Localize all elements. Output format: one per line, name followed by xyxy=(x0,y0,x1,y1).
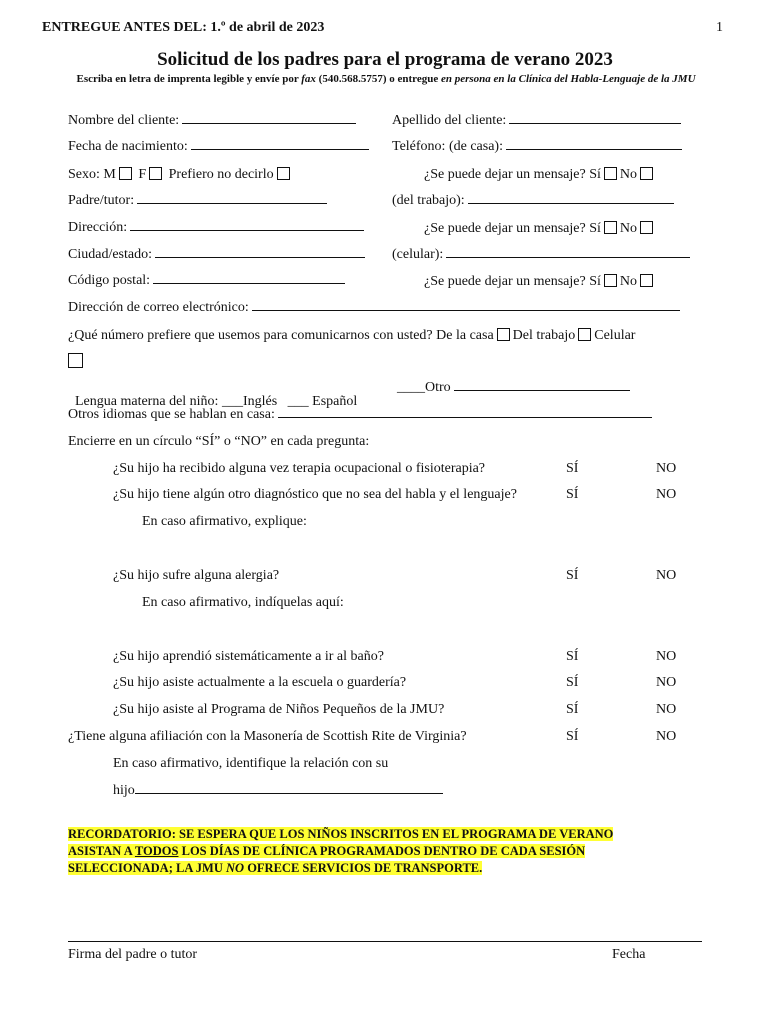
sex-m-label: M xyxy=(103,167,116,182)
other-languages-line[interactable] xyxy=(278,416,652,418)
pref-cell-checkbox[interactable] xyxy=(68,353,83,368)
phone-work-line[interactable] xyxy=(468,202,674,204)
zip-line[interactable] xyxy=(153,282,345,284)
explain-if-yes-label: En caso afirmativo, explique: xyxy=(142,514,307,529)
transport-reminder xyxy=(68,826,613,877)
instructions-in-person: en persona en la Clínica del Habla-Lenguaje de la JMU xyxy=(440,73,696,85)
question-diagnosis: ¿Su hijo tiene algún otro diagnóstico que no sea del habla y el lenguaje? xyxy=(113,487,517,502)
question-therapy-no[interactable]: NO xyxy=(656,461,677,476)
phone-home-label: Teléfono: (de casa): xyxy=(392,139,503,154)
sex-m-checkbox[interactable] xyxy=(119,167,132,180)
message-cell-question: ¿Se puede dejar un mensaje? Sí xyxy=(424,274,601,289)
pref-home-checkbox[interactable] xyxy=(497,328,510,341)
signature-line[interactable] xyxy=(68,941,702,942)
instructions-text-2: (540.568.5757) o entregue xyxy=(315,73,441,85)
pref-cell-checkbox-row xyxy=(68,353,86,370)
message-home-field xyxy=(424,167,656,182)
message-work-no-checkbox[interactable] xyxy=(640,221,653,234)
preferred-number-question: ¿Qué número prefiere que usemos para comunicarnos con usted? De la casa xyxy=(68,328,494,343)
instructions-fax: fax xyxy=(301,73,316,85)
sex-label: Sexo: xyxy=(68,167,100,182)
client-last-name-label: Apellido del cliente: xyxy=(392,113,507,128)
birth-date-field[interactable] xyxy=(68,140,369,154)
relation-child-label: hijo xyxy=(113,783,135,798)
email-line[interactable] xyxy=(252,309,680,311)
native-language-field[interactable] xyxy=(68,381,357,409)
preferred-number-field xyxy=(68,328,635,343)
other-languages-label: Otros idiomas que se hablan en casa: xyxy=(68,407,275,422)
submission-deadline: ENTREGUE ANTES DEL: 1.º de abril de 2023 xyxy=(42,20,325,35)
pref-work-label: Del trabajo xyxy=(512,328,576,343)
phone-home-line[interactable] xyxy=(506,148,682,150)
parent-field[interactable] xyxy=(68,194,327,208)
city-state-field[interactable] xyxy=(68,248,365,262)
birth-date-label: Fecha de nacimiento: xyxy=(68,139,188,154)
message-home-no-checkbox[interactable] xyxy=(640,167,653,180)
sex-prefer-not-label: Prefiero no decirlo xyxy=(168,167,274,182)
question-masonry-no[interactable]: NO xyxy=(656,729,677,744)
phone-cell-field[interactable] xyxy=(392,248,690,262)
sex-prefer-not-checkbox[interactable] xyxy=(277,167,290,180)
client-last-name-field[interactable] xyxy=(392,114,681,128)
message-home-question: ¿Se puede dejar un mensaje? Sí xyxy=(424,167,601,182)
native-language-label: Lengua materna del niño: ___Inglés ___ Español xyxy=(75,394,358,409)
native-other-field[interactable] xyxy=(397,381,630,395)
circle-instruction: Encierre en un círculo “SÍ” o “NO” en cada pregunta: xyxy=(68,434,370,449)
message-work-yes-checkbox[interactable] xyxy=(604,221,617,234)
client-first-name-label: Nombre del cliente: xyxy=(68,113,180,128)
question-toilet: ¿Su hijo aprendió sistemáticamente a ir al baño? xyxy=(113,649,384,664)
instructions xyxy=(36,72,736,86)
question-masonry: ¿Tiene alguna afiliación con la Masonería de Scottish Rite de Virginia? xyxy=(68,729,467,744)
native-other-line[interactable] xyxy=(454,389,630,391)
reminder-line-2b: LOS DÍAS DE CLÍNICA PROGRAMADOS DENTRO DE CADA SESIÓN xyxy=(178,844,586,858)
native-other-label: ____Otro xyxy=(397,380,451,395)
parent-line[interactable] xyxy=(137,202,327,204)
message-cell-field xyxy=(424,274,656,289)
message-work-no-label: No xyxy=(619,221,638,236)
pref-cell-label: Celular xyxy=(594,328,636,343)
city-state-label: Ciudad/estado: xyxy=(68,247,152,262)
reminder-line-3b: OFRECE SERVICIOS DE TRANSPORTE. xyxy=(244,861,483,875)
phone-work-label: (del trabajo): xyxy=(392,193,465,208)
relation-line[interactable] xyxy=(135,792,443,794)
address-label: Dirección: xyxy=(68,220,128,235)
question-school: ¿Su hijo asiste actualmente a la escuela o guardería? xyxy=(113,675,407,690)
reminder-line-1: RECORDATORIO: SE ESPERA QUE LOS NIÑOS INSCRITOS EN EL PROGRAMA DE VERANO xyxy=(68,827,614,841)
address-line[interactable] xyxy=(130,229,364,231)
date-label: Fecha xyxy=(612,947,646,962)
reminder-line-2a: ASISTAN A xyxy=(68,844,135,858)
question-therapy-yes[interactable]: SÍ xyxy=(566,461,579,476)
question-jmu-program-yes[interactable]: SÍ xyxy=(566,702,579,717)
question-school-yes[interactable]: SÍ xyxy=(566,675,579,690)
message-home-yes-checkbox[interactable] xyxy=(604,167,617,180)
phone-cell-line[interactable] xyxy=(446,256,690,258)
reminder-line-3a: SELECCIONADA; LA JMU xyxy=(68,861,227,875)
question-therapy: ¿Su hijo ha recibido alguna vez terapia ocupacional o fisioterapia? xyxy=(113,461,486,476)
email-label: Dirección de correo electrónico: xyxy=(68,300,249,315)
reminder-no: NO xyxy=(226,861,245,875)
parent-label: Padre/tutor: xyxy=(68,193,135,208)
message-cell-no-label: No xyxy=(619,274,638,289)
question-diagnosis-yes[interactable]: SÍ xyxy=(566,487,579,502)
question-allergies-no[interactable]: NO xyxy=(656,568,677,583)
sex-f-label: F xyxy=(138,167,147,182)
message-work-field xyxy=(424,221,656,236)
question-toilet-no[interactable]: NO xyxy=(656,649,677,664)
question-jmu-program: ¿Su hijo asiste al Programa de Niños Pequeños de la JMU? xyxy=(113,702,445,717)
message-work-question: ¿Se puede dejar un mensaje? Sí xyxy=(424,221,601,236)
relation-field[interactable] xyxy=(113,784,443,798)
instructions-text: Escriba en letra de imprenta legible y envíe por xyxy=(76,73,302,85)
client-last-name-line[interactable] xyxy=(509,122,681,124)
phone-cell-label: (celular): xyxy=(392,247,444,262)
allergies-if-yes-label: En caso afirmativo, indíquelas aquí: xyxy=(142,595,344,610)
page-number: 1 xyxy=(716,20,723,35)
message-cell-no-checkbox[interactable] xyxy=(640,274,653,287)
birth-date-line[interactable] xyxy=(191,148,369,150)
city-state-line[interactable] xyxy=(155,256,365,258)
client-first-name-field[interactable] xyxy=(68,114,356,128)
sex-f-checkbox[interactable] xyxy=(149,167,162,180)
question-allergies-yes[interactable]: SÍ xyxy=(566,568,579,583)
phone-home-field[interactable] xyxy=(392,140,682,154)
question-school-no[interactable]: NO xyxy=(656,675,677,690)
question-allergies: ¿Su hijo sufre alguna alergia? xyxy=(113,568,280,583)
reminder-all-days: TODOS xyxy=(134,844,179,858)
question-diagnosis-no[interactable]: NO xyxy=(656,487,677,502)
relation-label: En caso afirmativo, identifique la relación con su xyxy=(113,756,389,771)
phone-work-field[interactable] xyxy=(392,194,674,208)
client-first-name-line[interactable] xyxy=(182,122,356,124)
address-field[interactable] xyxy=(68,221,364,235)
form-title: Solicitud de los padres para el programa de verano 2023 xyxy=(157,49,613,70)
pref-work-checkbox[interactable] xyxy=(578,328,591,341)
signature-label: Firma del padre o tutor xyxy=(68,947,198,962)
email-field[interactable] xyxy=(68,301,680,315)
other-languages-field[interactable] xyxy=(68,408,652,422)
message-cell-yes-checkbox[interactable] xyxy=(604,274,617,287)
question-toilet-yes[interactable]: SÍ xyxy=(566,649,579,664)
zip-field[interactable] xyxy=(68,274,345,288)
message-home-no-label: No xyxy=(619,167,638,182)
question-jmu-program-no[interactable]: NO xyxy=(656,702,677,717)
zip-label: Código postal: xyxy=(68,273,151,288)
sex-field xyxy=(68,167,293,182)
question-masonry-yes[interactable]: SÍ xyxy=(566,729,579,744)
